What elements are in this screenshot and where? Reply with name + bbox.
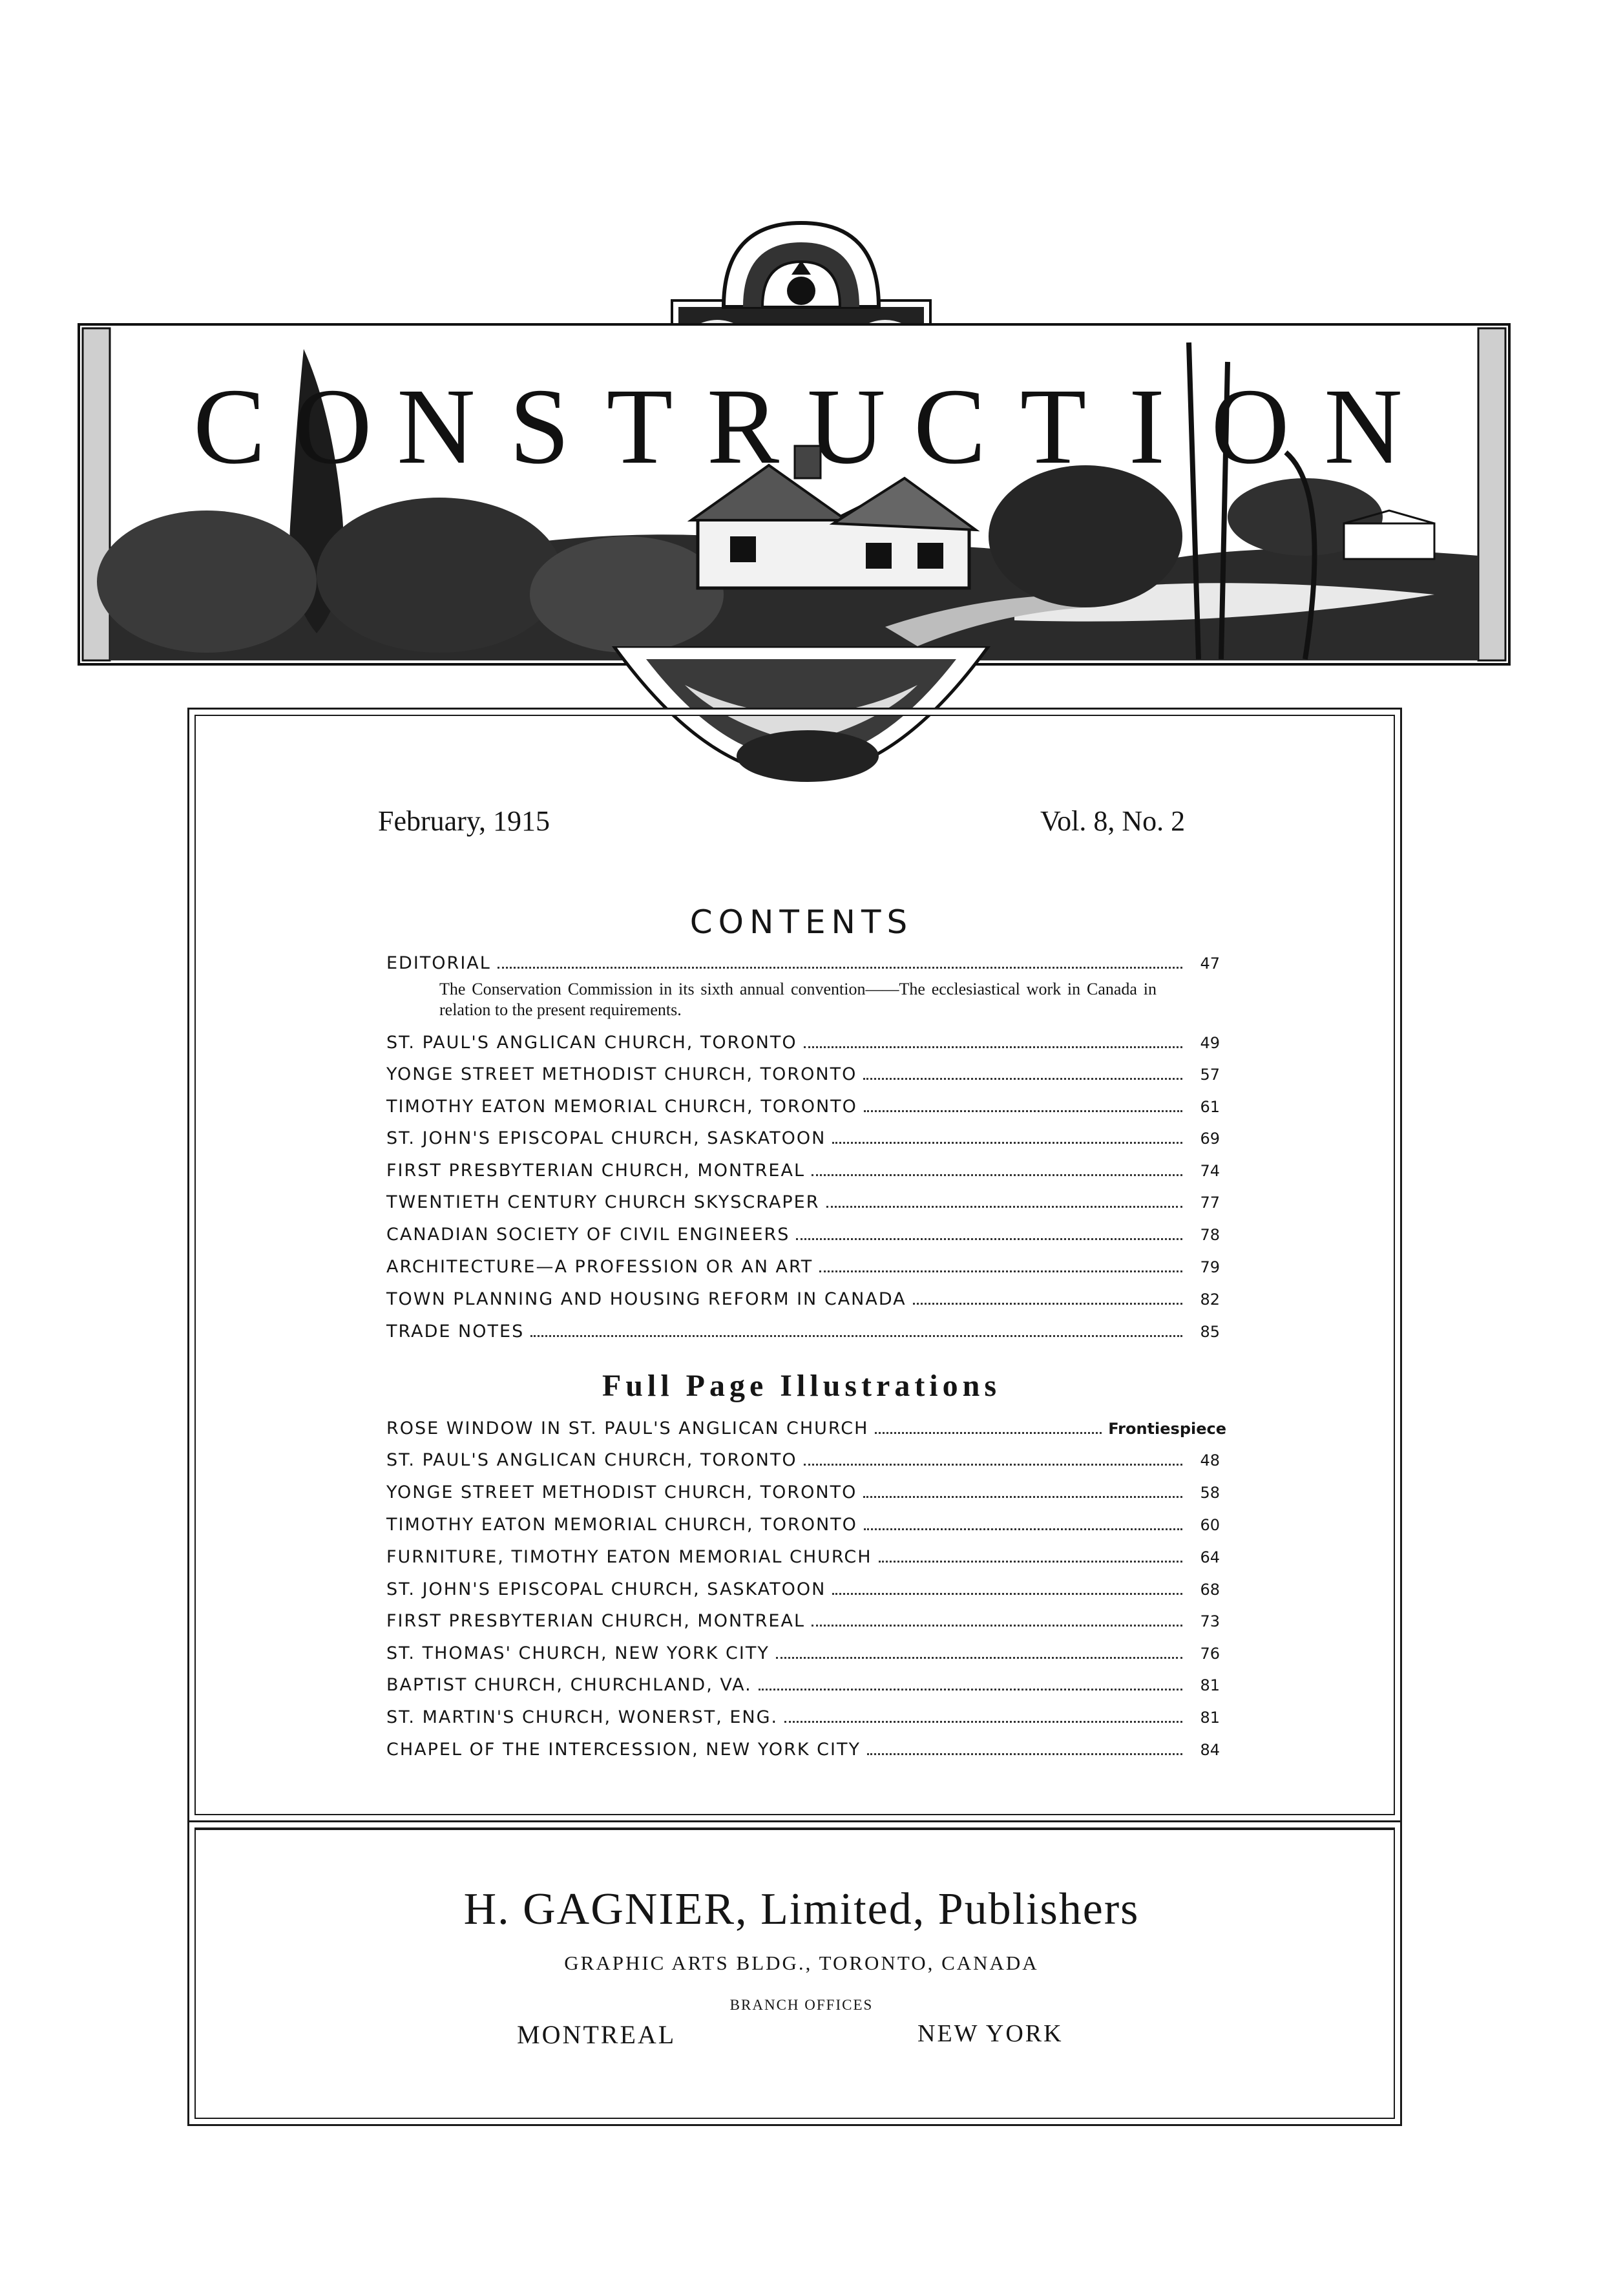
title-letter: T — [606, 366, 673, 487]
toc-entry-title: TIMOTHY EATON MEMORIAL CHURCH, TORONTO — [386, 1097, 857, 1117]
illustration-entry-page: 68 — [1200, 1581, 1220, 1599]
branch-offices-label: BRANCH OFFICES — [729, 1997, 874, 2013]
illustration-entry[interactable] — [386, 1643, 1220, 1669]
illustration-entry[interactable] — [386, 1450, 1220, 1476]
title-letter: N — [1324, 366, 1403, 487]
toc-entry-page: 85 — [1200, 1323, 1220, 1341]
toc-entry-page: 78 — [1200, 1226, 1220, 1244]
toc-entry-page: 57 — [1200, 1066, 1220, 1084]
illustration-entry[interactable] — [386, 1418, 1226, 1444]
toc-entry[interactable] — [386, 1289, 1220, 1315]
toc-entry-page: 79 — [1200, 1258, 1220, 1276]
toc-entry[interactable] — [386, 1033, 1220, 1058]
toc-entry[interactable] — [386, 1161, 1220, 1186]
illustration-entry-title: FURNITURE, TIMOTHY EATON MEMORIAL CHURCH — [386, 1547, 872, 1567]
toc-entry-title: TWENTIETH CENTURY CHURCH SKYSCRAPER — [386, 1192, 820, 1212]
toc-entry[interactable] — [386, 1225, 1220, 1250]
title-letter: C — [913, 366, 987, 487]
branch-montreal: MONTREAL — [517, 2020, 676, 2049]
illustration-entry-title: TIMOTHY EATON MEMORIAL CHURCH, TORONTO — [386, 1515, 857, 1535]
illustrations-heading: Full Page Illustrations — [602, 1369, 1001, 1403]
leader-dots — [776, 1657, 1182, 1659]
toc-entry-title: CANADIAN SOCIETY OF CIVIL ENGINEERS — [386, 1225, 790, 1245]
leader-dots — [530, 1335, 1182, 1337]
toc-entry-title: ARCHITECTURE—A PROFESSION OR AN ART — [386, 1257, 813, 1277]
leader-dots — [832, 1142, 1182, 1144]
toc-entry-title: EDITORIAL — [386, 953, 491, 973]
illustration-entry[interactable] — [386, 1707, 1220, 1733]
illustration-entry-title: ROSE WINDOW IN ST. PAUL'S ANGLICAN CHURCH — [386, 1418, 869, 1438]
toc-entry[interactable] — [386, 1128, 1220, 1154]
leader-dots — [826, 1206, 1183, 1208]
leader-dots — [864, 1528, 1182, 1530]
illustration-entry-title: YONGE STREET METHODIST CHURCH, TORONTO — [386, 1482, 857, 1502]
illustration-entry[interactable] — [386, 1740, 1220, 1765]
illustration-entry-title: CHAPEL OF THE INTERCESSION, NEW YORK CITY — [386, 1740, 861, 1760]
title-letter: U — [807, 366, 886, 487]
illustration-entry-page: 64 — [1200, 1548, 1220, 1566]
leader-dots — [864, 1110, 1182, 1112]
illustration-entry-title: BAPTIST CHURCH, CHURCHLAND, VA. — [386, 1675, 752, 1695]
toc-entry-page: 69 — [1200, 1130, 1220, 1148]
leader-dots — [913, 1303, 1182, 1305]
issue-volume: Vol. 8, No. 2 — [1040, 805, 1186, 837]
leader-dots — [804, 1464, 1182, 1466]
title-letter: T — [1020, 366, 1087, 487]
toc-entry-title: FIRST PRESBYTERIAN CHURCH, MONTREAL — [386, 1161, 805, 1181]
title-letter: C — [193, 366, 266, 487]
toc-entry[interactable] — [386, 1322, 1220, 1347]
leader-dots — [875, 1432, 1102, 1434]
toc-entry-page: 74 — [1200, 1162, 1220, 1180]
leader-dots — [819, 1270, 1182, 1272]
toc-entry-page: 82 — [1200, 1290, 1220, 1309]
toc-entry[interactable] — [386, 1257, 1220, 1283]
leader-dots — [784, 1721, 1182, 1723]
illustration-entry-page: 58 — [1200, 1484, 1220, 1502]
illustration-entry-page: 48 — [1200, 1451, 1220, 1469]
contents-heading: CONTENTS — [689, 903, 914, 941]
toc-entry-editorial[interactable] — [386, 953, 1220, 979]
toc-entry-title: ST. PAUL'S ANGLICAN CHURCH, TORONTO — [386, 1033, 797, 1053]
illustration-entry-title: FIRST PRESBYTERIAN CHURCH, MONTREAL — [386, 1611, 805, 1631]
leader-dots — [812, 1625, 1182, 1627]
illustration-entry-title: ST. JOHN'S EPISCOPAL CHURCH, SASKATOON — [386, 1579, 826, 1599]
illustration-entry-title: ST. PAUL'S ANGLICAN CHURCH, TORONTO — [386, 1450, 797, 1470]
title-letter: S — [509, 366, 570, 487]
leader-dots — [863, 1496, 1182, 1498]
leader-dots — [812, 1174, 1182, 1176]
toc-entry-page: 47 — [1200, 954, 1220, 973]
leader-dots — [498, 967, 1182, 969]
issue-date: February, 1915 — [378, 805, 550, 837]
illustration-entry[interactable] — [386, 1675, 1220, 1701]
toc-entry-title: YONGE STREET METHODIST CHURCH, TORONTO — [386, 1064, 857, 1084]
illustration-entry-page: 84 — [1200, 1741, 1220, 1759]
illustration-entry[interactable] — [386, 1547, 1220, 1573]
branch-new-york: NEW YORK — [917, 2020, 1063, 2047]
leader-dots — [832, 1593, 1182, 1595]
leader-dots — [867, 1753, 1182, 1755]
title-letter: O — [293, 366, 372, 487]
illustration-entry[interactable] — [386, 1515, 1220, 1541]
illustration-entry-page: 81 — [1200, 1709, 1220, 1727]
leader-dots — [863, 1078, 1182, 1080]
title-letter: N — [397, 366, 476, 487]
toc-entry-page: 61 — [1200, 1098, 1220, 1116]
toc-entry-page: 49 — [1200, 1034, 1220, 1052]
toc-entry[interactable] — [386, 1064, 1220, 1090]
title-letter: O — [1211, 366, 1290, 487]
illustration-entry-title: ST. MARTIN'S CHURCH, WONERST, ENG. — [386, 1707, 779, 1727]
illustration-entry[interactable] — [386, 1611, 1220, 1637]
toc-entry-title: TOWN PLANNING AND HOUSING REFORM IN CANADA — [386, 1289, 906, 1309]
publisher-address: GRAPHIC ARTS BLDG., TORONTO, CANADA — [564, 1952, 1039, 1974]
leader-dots — [879, 1561, 1183, 1563]
illustration-entry-page: 60 — [1200, 1516, 1220, 1534]
title-letter: I — [1129, 366, 1165, 487]
illustration-entry-page: Frontiespiece — [1108, 1420, 1226, 1438]
publisher-name: H. GAGNIER, Limited, Publishers — [463, 1884, 1140, 1934]
toc-entry[interactable] — [386, 1097, 1220, 1122]
toc-entry-title: TRADE NOTES — [386, 1322, 525, 1342]
toc-entry-page: 77 — [1200, 1194, 1220, 1212]
title-letter: R — [706, 366, 780, 487]
illustration-entry-title: ST. THOMAS' CHURCH, NEW YORK CITY — [386, 1643, 770, 1663]
toc-entry[interactable] — [386, 1192, 1220, 1218]
leader-dots — [796, 1238, 1182, 1240]
illustration-entry[interactable] — [386, 1579, 1220, 1605]
illustration-entry[interactable] — [386, 1482, 1220, 1508]
illustration-entry-page: 81 — [1200, 1676, 1220, 1694]
toc-entry-title: ST. JOHN'S EPISCOPAL CHURCH, SASKATOON — [386, 1128, 826, 1148]
illustration-entry-page: 76 — [1200, 1645, 1220, 1663]
leader-dots — [759, 1689, 1182, 1690]
editorial-description: The Conservation Commission in its sixth annual convention——The ecclesiastical work in Canada in relation to the present requirements. — [439, 980, 1157, 1019]
leader-dots — [804, 1046, 1182, 1048]
illustration-entry-page: 73 — [1200, 1612, 1220, 1630]
